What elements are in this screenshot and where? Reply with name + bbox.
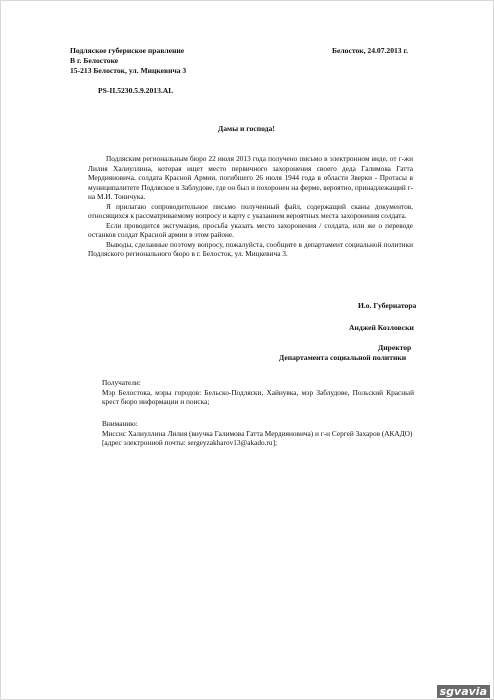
attention-label: Вниманию: [102, 419, 138, 428]
signature-title-acting-governor: И.о. Губернатора [358, 301, 417, 310]
recipients-block [102, 378, 414, 407]
signature-title-director: Директор [378, 343, 412, 352]
place-date: Белосток, 24.07.2013 г. [332, 46, 408, 55]
sender-block [70, 46, 186, 77]
sender-line-3: 15-213 Белосток, ул. Мицкевича 3 [70, 66, 187, 76]
sender-line-2: В г. Белостоке [70, 56, 119, 66]
attention-block [102, 419, 414, 448]
paragraph-2: Я прилагаю сопроводительное письмо полученный файл, содержащий сканы документов, относящихся к рассматриваемому вопросу и карту с указанием вероятных места захоронения солдата. [88, 201, 413, 220]
paragraph-3: Если проводится эксгумация, просьба указать место захоронения / солдата, или же о переводе останков солдат Красной армии в этом районе. [88, 220, 413, 239]
recipients-text: Мэр Белостока, мэры городов: Бельско-Подляски, Хайнувка, мэр Заблудове, Польский Красный крест бюро информации и поиска; [102, 387, 414, 406]
attention-text: Миссис Халиуллина Лилия (внучка Галимова Гатта Мердияновича) и г-н Сергей Захаров (АКАДО) [адрес электронной почты: sergeyzakharov13@akado.ru]; [102, 428, 413, 447]
reference-number: PS-II.5230.5.9.2013.AL [98, 86, 174, 95]
signature-name: Анджей Козловски [349, 323, 414, 332]
paragraph-4: Выводы, сделанные поэтому вопросу, пожалуйста, сообщите в департамент социальной политики Подляского регионального бюро в г. Белосток, ул. Мицкевича 3. [88, 239, 413, 258]
salutation: Дамы и господа! [218, 124, 275, 133]
recipients-label: Получатели: [102, 378, 141, 387]
sender-line-1: Подляское губернское правление [70, 46, 185, 55]
letter-body [88, 154, 413, 259]
paragraph-1: Подляским региональным бюро 22 июля 2013 года получено письмо в электронном виде, от г-жи Лилия Халиуллина, которая ищет место первичного захоронения своего деда Галимова Гатта Мердияновича, солдата Красной Армии, погибшего 26 июля 1944 года в области Зверки - Протасы в муниципалитете Подляское в Заблудове, где он был и похоронен на ферме, вероятно, принадлежащий г-на М.И. Тоничука. [88, 154, 413, 201]
signature-title-department: Департамента социальной политики [279, 353, 407, 362]
watermark-logo: sgvavia [437, 685, 490, 698]
